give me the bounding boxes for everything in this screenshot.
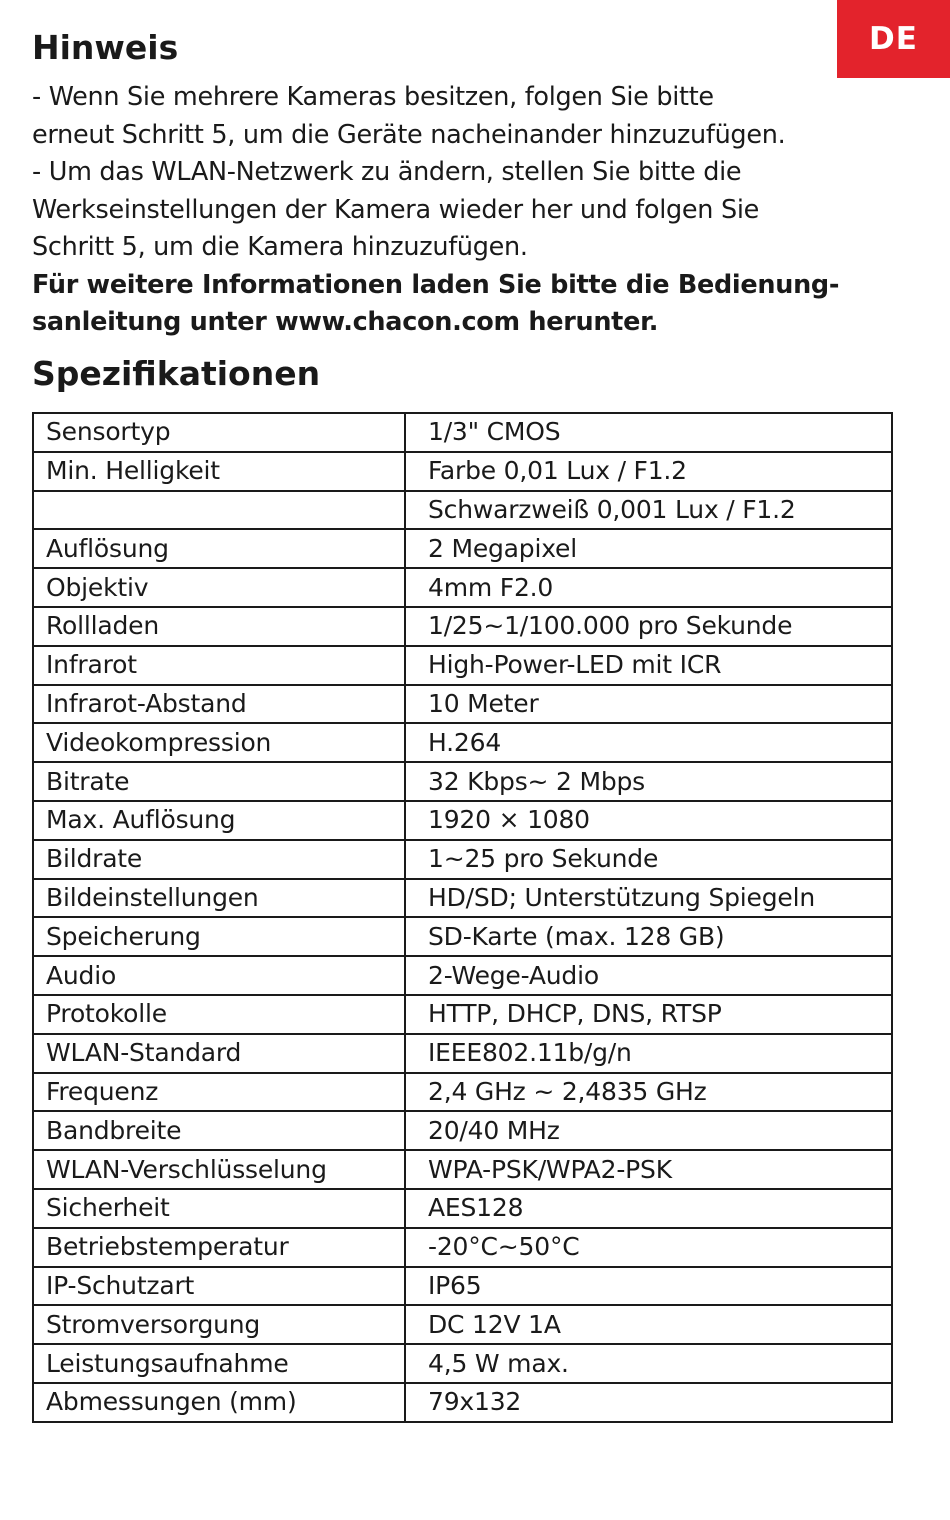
table-row — [33, 917, 892, 956]
table-row — [33, 607, 892, 646]
specs-title: Spezifikationen — [32, 353, 321, 393]
spec-value: 32 Kbps~ 2 Mbps — [405, 762, 892, 801]
table-row — [33, 1111, 892, 1150]
note-line: Werkseinstellungen der Kamera wieder her und folgen Sie — [32, 194, 760, 225]
spec-key: Videokompression — [33, 723, 405, 762]
spec-key: Bitrate — [33, 762, 405, 801]
spec-key: Betriebstemperatur — [33, 1228, 405, 1267]
spec-value: 2,4 GHz ~ 2,4835 GHz — [405, 1073, 892, 1112]
spec-key: WLAN-Standard — [33, 1034, 405, 1073]
table-row — [33, 646, 892, 685]
spec-key: Auflösung — [33, 529, 405, 568]
note-title: Hinweis — [32, 28, 179, 67]
table-row — [33, 762, 892, 801]
spec-value: 4mm F2.0 — [405, 568, 892, 607]
table-row — [33, 1344, 892, 1383]
spec-value: Schwarzweiß 0,001 Lux / F1.2 — [405, 491, 892, 530]
spec-table-body — [33, 413, 892, 1422]
note-body — [32, 79, 902, 342]
spec-value: 79x132 — [405, 1383, 892, 1422]
spec-value: Farbe 0,01 Lux / F1.2 — [405, 452, 892, 491]
spec-key: Protokolle — [33, 995, 405, 1034]
spec-key: Stromversorgung — [33, 1305, 405, 1344]
spec-value: 1/25~1/100.000 pro Sekunde — [405, 607, 892, 646]
spec-value: 10 Meter — [405, 685, 892, 724]
table-row — [33, 529, 892, 568]
table-row — [33, 568, 892, 607]
note-line: Schritt 5, um die Kamera hinzuzufügen. — [32, 232, 528, 262]
note-line: - Wenn Sie mehrere Kameras besitzen, folgen Sie bitte — [32, 82, 714, 112]
spec-value: SD-Karte (max. 128 GB) — [405, 917, 892, 956]
table-row — [33, 1267, 892, 1306]
spec-value: WPA-PSK/WPA2-PSK — [405, 1150, 892, 1189]
spec-key: Audio — [33, 956, 405, 995]
spec-key: Objektiv — [33, 568, 405, 607]
note-line: erneut Schritt 5, um die Geräte nacheinander hinzuzufügen. — [32, 119, 786, 150]
table-row — [33, 452, 892, 491]
table-row — [33, 1305, 892, 1344]
spec-key: Speicherung — [33, 917, 405, 956]
spec-value: 2 Megapixel — [405, 529, 892, 568]
spec-value: HTTP, DHCP, DNS, RTSP — [405, 995, 892, 1034]
table-row — [33, 1073, 892, 1112]
spec-value: IEEE802.11b/g/n — [405, 1034, 892, 1073]
spec-value: HD/SD; Unterstützung Spiegeln — [405, 879, 892, 918]
spec-key: Abmessungen (mm) — [33, 1383, 405, 1422]
table-row — [33, 1150, 892, 1189]
table-row — [33, 723, 892, 762]
table-row — [33, 956, 892, 995]
table-row — [33, 1034, 892, 1073]
spec-value: 1~25 pro Sekunde — [405, 840, 892, 879]
content — [32, 26, 902, 396]
spec-key: WLAN-Verschlüsselung — [33, 1150, 405, 1189]
spec-key: Leistungsaufnahme — [33, 1344, 405, 1383]
table-row — [33, 413, 892, 452]
spec-value: AES128 — [405, 1189, 892, 1228]
spec-table — [32, 412, 893, 1423]
note-bold-line: Für weitere Informationen laden Sie bitte die Bedienung- — [32, 269, 840, 300]
table-row — [33, 491, 892, 530]
language-badge: DE — [837, 0, 950, 78]
spec-key — [33, 491, 405, 530]
table-row — [33, 801, 892, 840]
table-row — [33, 879, 892, 918]
spec-key: Bildeinstellungen — [33, 879, 405, 918]
spec-value: DC 12V 1A — [405, 1305, 892, 1344]
spec-value: 1/3" CMOS — [405, 413, 892, 452]
table-row — [33, 1189, 892, 1228]
spec-value: H.264 — [405, 723, 892, 762]
table-row — [33, 1228, 892, 1267]
table-row — [33, 840, 892, 879]
note-bold-line: sanleitung unter www.chacon.com herunter. — [32, 307, 659, 337]
note-line: - Um das WLAN-Netzwerk zu ändern, stellen Sie bitte die — [32, 157, 742, 187]
spec-value: IP65 — [405, 1267, 892, 1306]
spec-key: Infrarot-Abstand — [33, 685, 405, 724]
spec-key: IP-Schutzart — [33, 1267, 405, 1306]
spec-value: 2-Wege-Audio — [405, 956, 892, 995]
spec-value: -20°C~50°C — [405, 1228, 892, 1267]
table-row — [33, 995, 892, 1034]
spec-key: Bildrate — [33, 840, 405, 879]
spec-value: 1920 × 1080 — [405, 801, 892, 840]
spec-key: Frequenz — [33, 1073, 405, 1112]
spec-key: Rollladen — [33, 607, 405, 646]
table-row — [33, 685, 892, 724]
spec-value: High-Power-LED mit ICR — [405, 646, 892, 685]
spec-key: Bandbreite — [33, 1111, 405, 1150]
spec-key: Sicherheit — [33, 1189, 405, 1228]
spec-key: Max. Auflösung — [33, 801, 405, 840]
spec-value: 4,5 W max. — [405, 1344, 892, 1383]
spec-value: 20/40 MHz — [405, 1111, 892, 1150]
spec-key: Sensortyp — [33, 413, 405, 452]
spec-key: Min. Helligkeit — [33, 452, 405, 491]
spec-key: Infrarot — [33, 646, 405, 685]
table-row — [33, 1383, 892, 1422]
